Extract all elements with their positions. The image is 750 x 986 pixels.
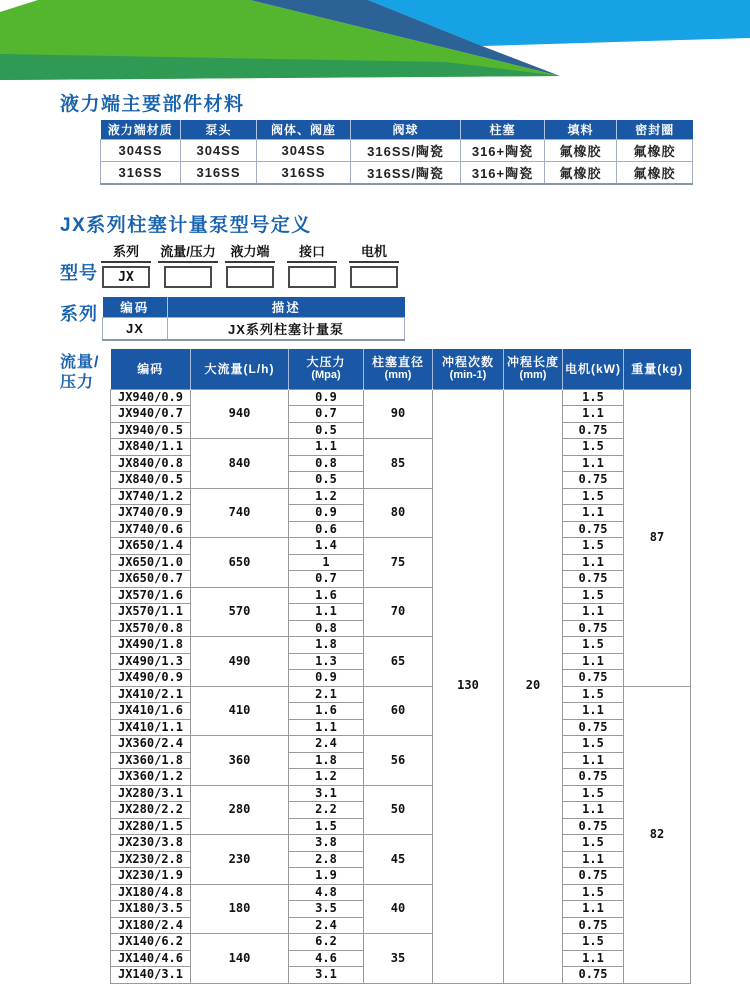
motor-cell: 0.75 — [563, 620, 624, 637]
materials-col-header: 阀球 — [351, 120, 461, 140]
motor-cell: 1.5 — [563, 686, 624, 703]
pressure-cell: 0.9 — [289, 670, 364, 687]
model-field-label: 液力端 — [225, 241, 275, 263]
diameter-cell: 80 — [364, 488, 433, 538]
materials-cell: 氟橡胶 — [617, 140, 693, 162]
pressure-cell: 3.8 — [289, 835, 364, 852]
table-row — [111, 637, 691, 654]
pump-code-cell: JX280/3.1 — [111, 785, 191, 802]
materials-col-header: 泵头 — [181, 120, 257, 140]
pressure-cell: 1.1 — [289, 604, 364, 621]
motor-cell: 1.5 — [563, 637, 624, 654]
materials-cell: 304SS — [257, 140, 351, 162]
motor-cell: 1.5 — [563, 934, 624, 951]
header-line1: 电机(kW) — [565, 361, 621, 376]
flow-pressure-label — [60, 349, 110, 393]
pressure-cell: 2.4 — [289, 736, 364, 753]
model-field-label: 流量/压力 — [158, 241, 218, 263]
diameter-cell: 50 — [364, 785, 433, 835]
header-line2: (Mpa) — [311, 369, 341, 382]
pump-code-cell: JX180/3.5 — [111, 901, 191, 918]
pressure-cell: 1.6 — [289, 587, 364, 604]
motor-cell: 1.1 — [563, 406, 624, 423]
pressure-cell: 1.6 — [289, 703, 364, 720]
pump-code-cell: JX650/1.0 — [111, 554, 191, 571]
flow-cell: 280 — [191, 785, 289, 835]
series-col-desc: 描述 — [168, 297, 405, 318]
model-field — [350, 241, 398, 288]
pump-code-cell: JX230/2.8 — [111, 851, 191, 868]
motor-cell: 0.75 — [563, 422, 624, 439]
flow-cell: 410 — [191, 686, 289, 736]
weight-cell: 82 — [624, 686, 691, 983]
flow-cell: 140 — [191, 934, 289, 984]
motor-cell: 0.75 — [563, 868, 624, 885]
series-table — [102, 297, 405, 341]
motor-cell: 0.75 — [563, 521, 624, 538]
pump-code-cell: JX570/1.6 — [111, 587, 191, 604]
pump-code-cell: JX740/0.9 — [111, 505, 191, 522]
pump-code-cell: JX940/0.7 — [111, 406, 191, 423]
pressure-cell: 1.2 — [289, 488, 364, 505]
model-field-box — [350, 266, 398, 288]
pressure-cell: 6.2 — [289, 934, 364, 951]
pressure-cell: 0.5 — [289, 472, 364, 489]
header-line1: 大压力 — [306, 354, 346, 369]
motor-cell: 1.5 — [563, 389, 624, 406]
series-code-cell: JX — [103, 318, 168, 341]
motor-cell: 1.5 — [563, 884, 624, 901]
pressure-cell: 0.8 — [289, 455, 364, 472]
motor-cell: 1.1 — [563, 554, 624, 571]
series-col-code: 编码 — [103, 297, 168, 318]
pump-code-cell: JX740/1.2 — [111, 488, 191, 505]
table-row — [111, 439, 691, 456]
motor-cell: 1.1 — [563, 505, 624, 522]
materials-cell: 氟橡胶 — [545, 162, 617, 185]
pump-code-cell: JX490/1.3 — [111, 653, 191, 670]
table-row — [103, 318, 405, 341]
materials-section-title: 液力端主要部件材料 — [60, 94, 245, 115]
pump-code-cell: JX840/1.1 — [111, 439, 191, 456]
flow-cell: 230 — [191, 835, 289, 885]
pressure-cell: 3.1 — [289, 967, 364, 984]
motor-cell: 1.1 — [563, 851, 624, 868]
page-content — [0, 89, 750, 984]
pressure-cell: 3.5 — [289, 901, 364, 918]
flow-col-header — [364, 349, 433, 389]
pump-code-cell: JX180/2.4 — [111, 917, 191, 934]
motor-cell: 1.5 — [563, 538, 624, 555]
pressure-cell: 0.7 — [289, 571, 364, 588]
table-row — [111, 686, 691, 703]
motor-cell: 1.1 — [563, 455, 624, 472]
pump-code-cell: JX650/1.4 — [111, 538, 191, 555]
banner-graphic — [0, 0, 750, 82]
motor-cell: 0.75 — [563, 769, 624, 786]
motor-cell: 0.75 — [563, 818, 624, 835]
motor-cell: 1.1 — [563, 604, 624, 621]
materials-col-header: 阀体、阀座 — [257, 120, 351, 140]
motor-cell: 1.1 — [563, 901, 624, 918]
header-line1: 柱塞直径 — [371, 354, 424, 369]
pump-code-cell: JX940/0.9 — [111, 389, 191, 406]
pressure-cell: 1.4 — [289, 538, 364, 555]
motor-cell: 0.75 — [563, 670, 624, 687]
flow-cell: 740 — [191, 488, 289, 538]
pump-code-cell: JX410/1.1 — [111, 719, 191, 736]
table-row — [111, 488, 691, 505]
flow-cell: 650 — [191, 538, 289, 588]
model-field — [226, 241, 274, 288]
header-line1: 重量(kg) — [631, 361, 684, 376]
flow-col-header — [289, 349, 364, 389]
model-field — [288, 241, 336, 288]
series-header-row — [103, 297, 405, 318]
pump-code-cell: JX570/0.8 — [111, 620, 191, 637]
series-desc-cell: JX系列柱塞计量泵 — [168, 318, 405, 341]
materials-header-row — [101, 120, 693, 140]
motor-cell: 1.1 — [563, 653, 624, 670]
pressure-cell: 2.1 — [289, 686, 364, 703]
model-field — [102, 241, 150, 288]
model-field-label: 接口 — [287, 241, 337, 263]
stroke-frequency-cell: 130 — [433, 389, 504, 983]
motor-cell: 1.5 — [563, 835, 624, 852]
pressure-cell: 1.8 — [289, 752, 364, 769]
table-row — [111, 736, 691, 753]
materials-cell: 316SS — [181, 162, 257, 185]
materials-cell: 316+陶瓷 — [461, 162, 545, 185]
pressure-cell: 0.5 — [289, 422, 364, 439]
series-label: 系列 — [60, 304, 98, 324]
header-line1: 大流量(L/h) — [204, 361, 275, 376]
diameter-cell: 90 — [364, 389, 433, 439]
pump-code-cell: JX360/2.4 — [111, 736, 191, 753]
pressure-cell: 4.8 — [289, 884, 364, 901]
pump-code-cell: JX140/3.1 — [111, 967, 191, 984]
diameter-cell: 45 — [364, 835, 433, 885]
weight-cell: 87 — [624, 389, 691, 686]
materials-cell: 氟橡胶 — [545, 140, 617, 162]
materials-cell: 316SS/陶瓷 — [351, 162, 461, 185]
motor-cell: 1.5 — [563, 488, 624, 505]
flow-header-row — [111, 349, 691, 389]
pump-code-cell: JX490/1.8 — [111, 637, 191, 654]
pressure-cell: 1.2 — [289, 769, 364, 786]
flow-label-line2: 压力 — [60, 374, 95, 391]
pressure-cell: 3.1 — [289, 785, 364, 802]
model-field-box — [226, 266, 274, 288]
table-row — [111, 884, 691, 901]
motor-cell: 1.1 — [563, 752, 624, 769]
motor-cell: 0.75 — [563, 719, 624, 736]
pump-code-cell: JX490/0.9 — [111, 670, 191, 687]
header-line2: (mm) — [384, 369, 412, 382]
motor-cell: 1.5 — [563, 439, 624, 456]
flow-col-header — [504, 349, 563, 389]
materials-cell: 304SS — [101, 140, 181, 162]
motor-cell: 1.1 — [563, 703, 624, 720]
diameter-cell: 75 — [364, 538, 433, 588]
pressure-cell: 2.2 — [289, 802, 364, 819]
pump-code-cell: JX180/4.8 — [111, 884, 191, 901]
flow-cell: 360 — [191, 736, 289, 786]
flow-pressure-table — [110, 349, 691, 984]
materials-cell: 304SS — [181, 140, 257, 162]
table-row — [111, 587, 691, 604]
pressure-cell: 1.1 — [289, 439, 364, 456]
pump-code-cell: JX280/2.2 — [111, 802, 191, 819]
pressure-cell: 1.9 — [289, 868, 364, 885]
motor-cell: 0.75 — [563, 967, 624, 984]
table-row — [111, 934, 691, 951]
motor-cell: 1.5 — [563, 587, 624, 604]
pressure-cell: 0.6 — [289, 521, 364, 538]
model-field-box — [288, 266, 336, 288]
pump-code-cell: JX140/4.6 — [111, 950, 191, 967]
pump-code-cell: JX840/0.8 — [111, 455, 191, 472]
motor-cell: 1.5 — [563, 736, 624, 753]
pump-code-cell: JX840/0.5 — [111, 472, 191, 489]
header-line1: 编码 — [137, 361, 164, 376]
pressure-cell: 2.8 — [289, 851, 364, 868]
pressure-cell: 4.6 — [289, 950, 364, 967]
materials-table — [100, 120, 693, 185]
flow-col-header — [563, 349, 624, 389]
diameter-cell: 60 — [364, 686, 433, 736]
materials-col-header: 填料 — [545, 120, 617, 140]
motor-cell: 1.1 — [563, 950, 624, 967]
materials-cell: 316SS/陶瓷 — [351, 140, 461, 162]
model-section-title: JX系列柱塞计量泵型号定义 — [60, 215, 312, 236]
diameter-cell: 85 — [364, 439, 433, 489]
pressure-cell: 2.4 — [289, 917, 364, 934]
pump-code-cell: JX940/0.5 — [111, 422, 191, 439]
table-row — [111, 835, 691, 852]
pressure-cell: 1.1 — [289, 719, 364, 736]
header-line2: (mm) — [519, 369, 547, 382]
pressure-cell: 1.3 — [289, 653, 364, 670]
motor-cell: 0.75 — [563, 571, 624, 588]
flow-col-header — [433, 349, 504, 389]
model-field-label: 电机 — [349, 241, 399, 263]
pump-code-cell: JX360/1.2 — [111, 769, 191, 786]
flow-pressure-section — [60, 349, 750, 984]
pressure-cell: 1 — [289, 554, 364, 571]
table-row — [111, 538, 691, 555]
pump-code-cell: JX230/1.9 — [111, 868, 191, 885]
stroke-length-cell: 20 — [504, 389, 563, 983]
table-row — [111, 389, 691, 406]
motor-cell: 0.75 — [563, 472, 624, 489]
pressure-cell: 1.5 — [289, 818, 364, 835]
flow-col-header — [624, 349, 691, 389]
pressure-cell: 0.7 — [289, 406, 364, 423]
flow-cell: 570 — [191, 587, 289, 637]
materials-cell: 316+陶瓷 — [461, 140, 545, 162]
diameter-cell: 70 — [364, 587, 433, 637]
pressure-cell: 0.9 — [289, 389, 364, 406]
flow-cell: 490 — [191, 637, 289, 687]
pump-code-cell: JX280/1.5 — [111, 818, 191, 835]
motor-cell: 1.5 — [563, 785, 624, 802]
table-row — [101, 140, 693, 162]
pressure-cell: 0.8 — [289, 620, 364, 637]
pump-code-cell: JX570/1.1 — [111, 604, 191, 621]
flow-col-header — [191, 349, 289, 389]
pump-code-cell: JX410/1.6 — [111, 703, 191, 720]
pump-code-cell: JX650/0.7 — [111, 571, 191, 588]
materials-cell: 316SS — [257, 162, 351, 185]
diameter-cell: 35 — [364, 934, 433, 984]
materials-col-header: 液力端材质 — [101, 120, 181, 140]
materials-col-header: 密封圈 — [617, 120, 693, 140]
model-label: 型号 — [60, 263, 98, 283]
model-field-label: 系列 — [101, 241, 151, 263]
materials-cell: 316SS — [101, 162, 181, 185]
motor-cell: 0.75 — [563, 917, 624, 934]
flow-cell: 840 — [191, 439, 289, 489]
pump-code-cell: JX230/3.8 — [111, 835, 191, 852]
pump-code-cell: JX360/1.8 — [111, 752, 191, 769]
model-field-box — [164, 266, 212, 288]
pressure-cell: 0.9 — [289, 505, 364, 522]
materials-cell: 氟橡胶 — [617, 162, 693, 185]
pump-code-cell: JX410/2.1 — [111, 686, 191, 703]
pump-code-cell: JX140/6.2 — [111, 934, 191, 951]
diameter-cell: 40 — [364, 884, 433, 934]
model-code-row — [60, 241, 750, 288]
materials-col-header: 柱塞 — [461, 120, 545, 140]
flow-cell: 180 — [191, 884, 289, 934]
flow-label-line1: 流量/ — [60, 354, 100, 371]
motor-cell: 1.1 — [563, 802, 624, 819]
flow-col-header — [111, 349, 191, 389]
header-line1: 冲程长度 — [506, 354, 559, 369]
diameter-cell: 65 — [364, 637, 433, 687]
model-field-box: JX — [102, 266, 150, 288]
diameter-cell: 56 — [364, 736, 433, 786]
pressure-cell: 1.8 — [289, 637, 364, 654]
model-field — [160, 241, 216, 288]
header-line2: (min-1) — [449, 369, 487, 382]
table-row — [111, 785, 691, 802]
table-row — [101, 162, 693, 185]
header-line1: 冲程次数 — [441, 354, 494, 369]
flow-cell: 940 — [191, 389, 289, 439]
pump-code-cell: JX740/0.6 — [111, 521, 191, 538]
series-section — [60, 297, 750, 341]
model-fields — [102, 241, 398, 288]
